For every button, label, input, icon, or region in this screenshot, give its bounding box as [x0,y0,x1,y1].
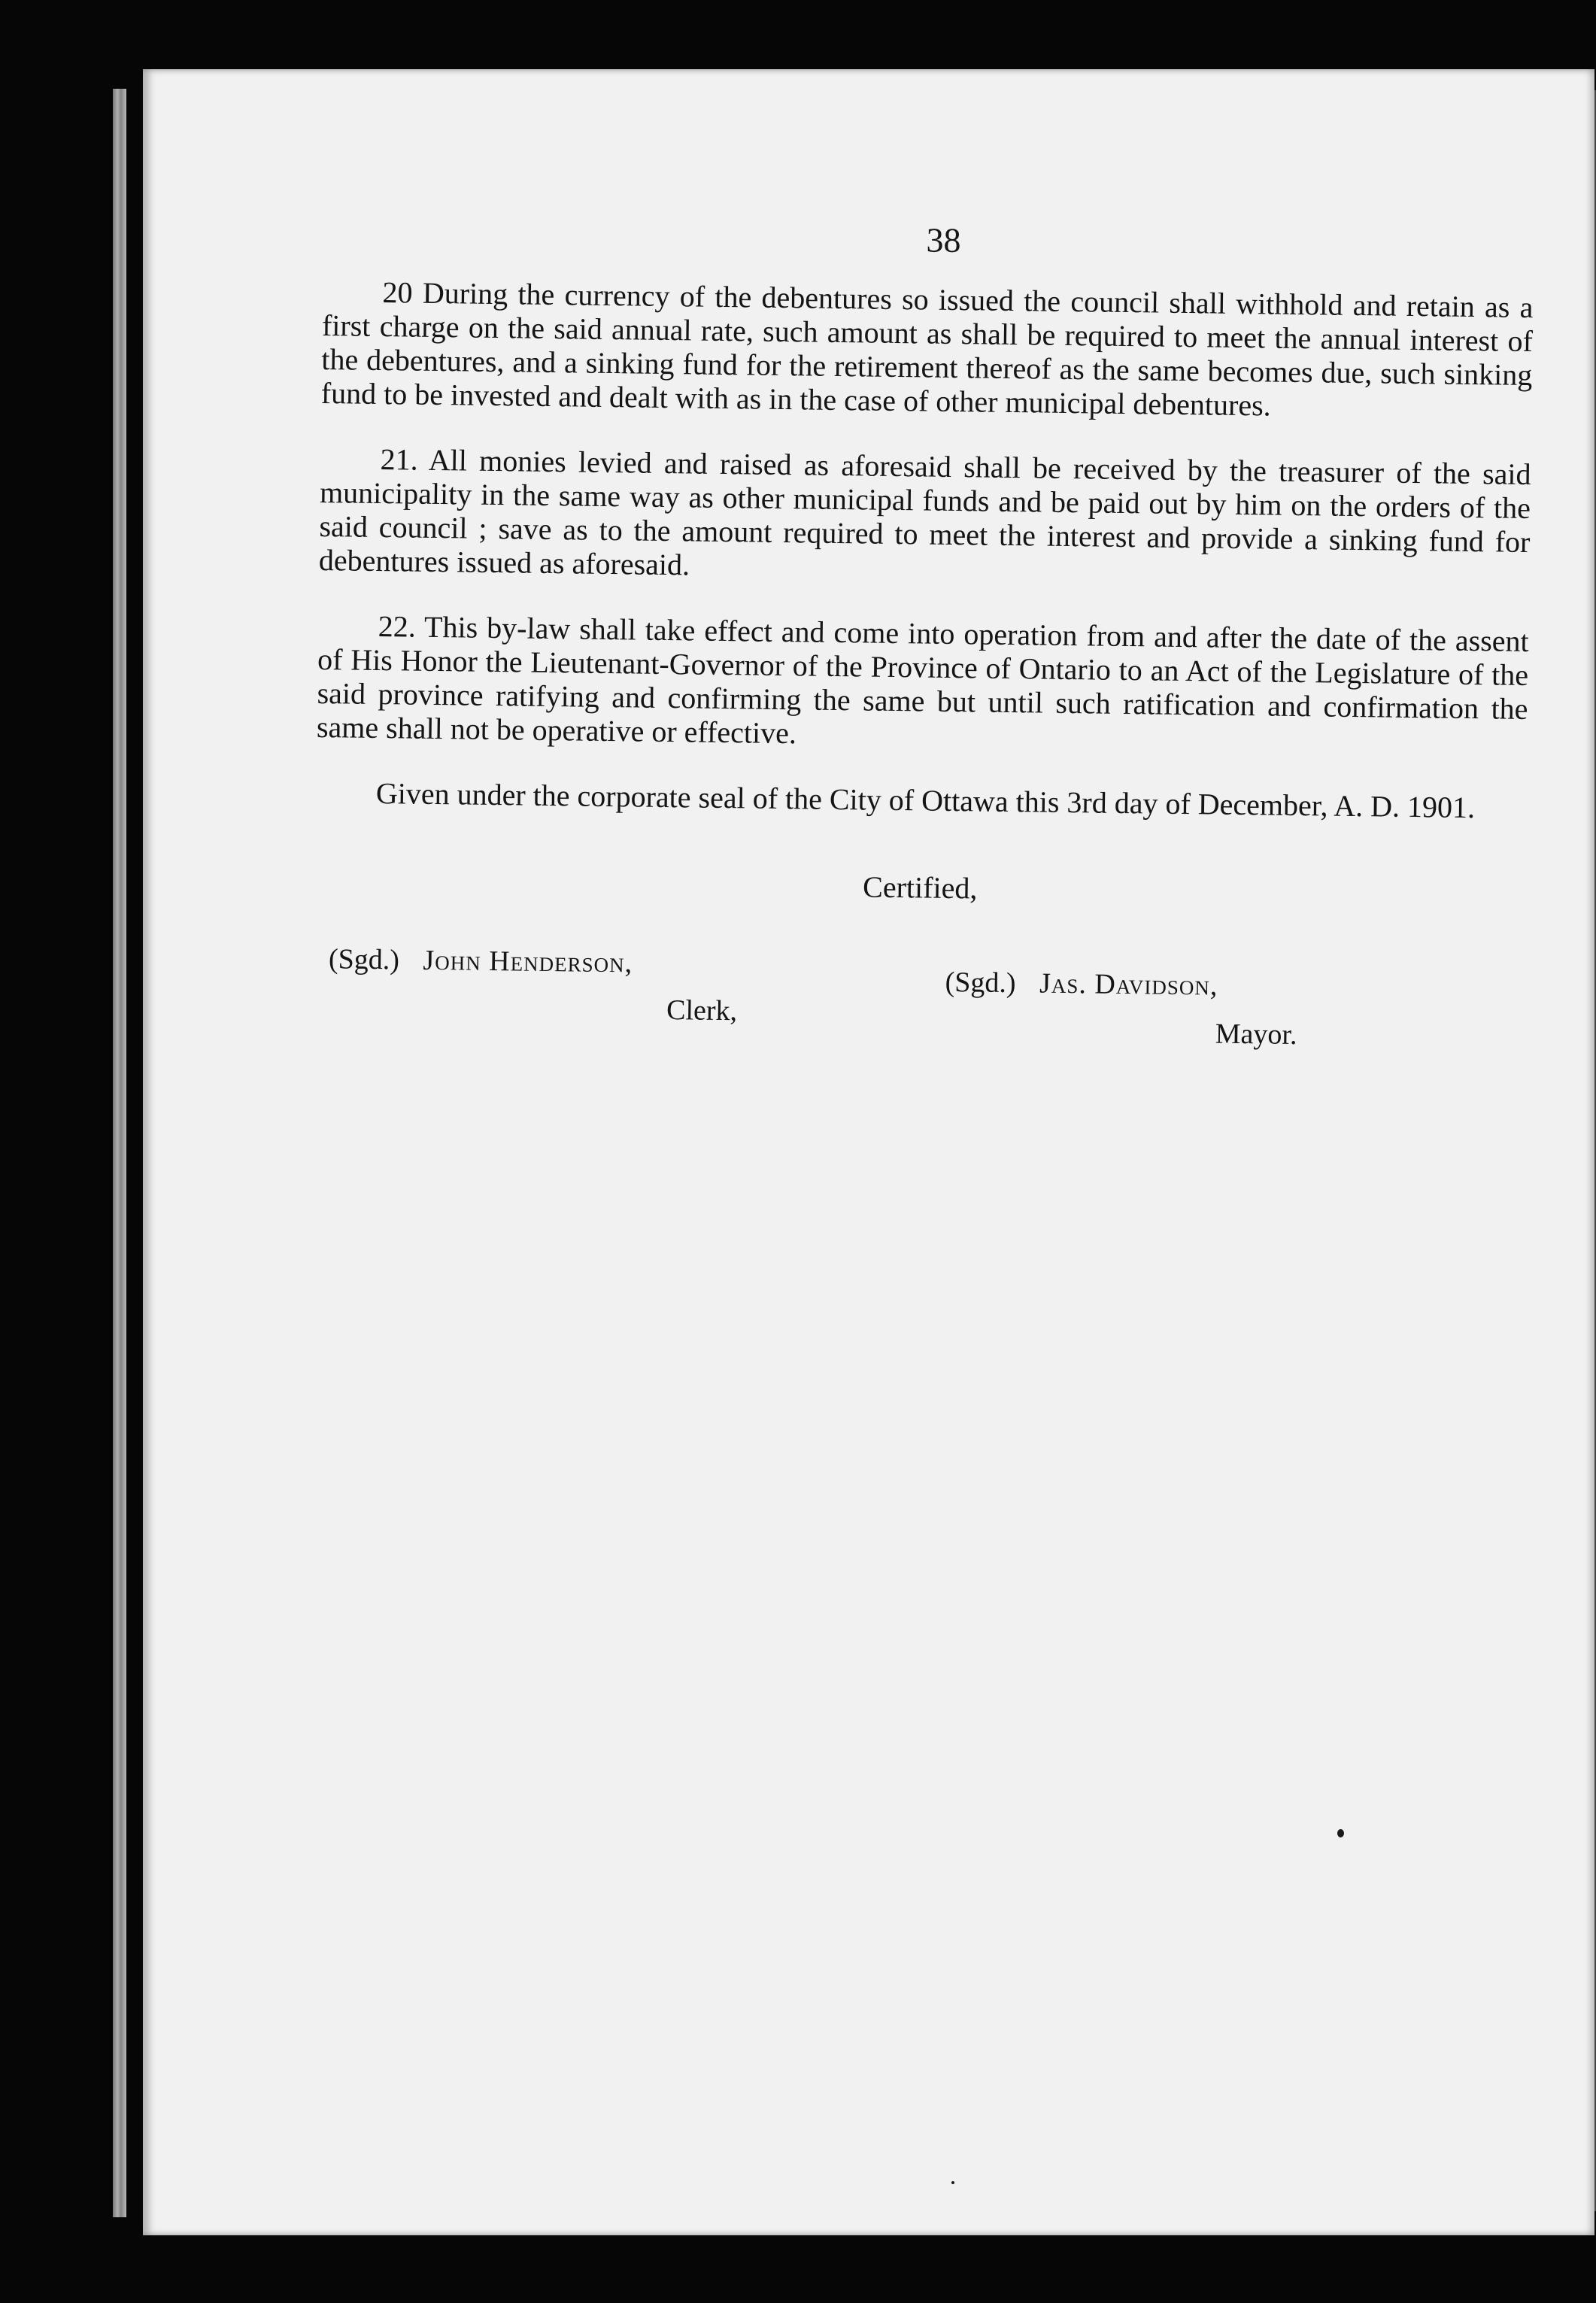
mayor-name: Jas. Davidson, [1039,967,1218,1002]
given-under-seal: Given under the corporate seal of the City of Ottawa this 3rd day of December, A. D. 1901. [375,775,1476,825]
paragraph-21: 21. All monies levied and raised as aforesaid shall be received by the treasurer of the said municipality in the same way as other municipal funds and be paid out by him on the orders of the said council ; save as to the amount required to meet the interest and provide a sinking fund for debentures issued as aforesaid. [318,442,1531,582]
page-content [312,212,1534,1071]
certified-label: Certified, [862,869,978,906]
signature-clerk [329,942,633,979]
paragraph-22: 22. This by-law shall take effect and come into operation from and after the date of the assent of His Honor the Lieutenant-Governor of the Province of Ontario to an Act of the Legislature of the said province ratifying and confirming the same but until such ratification and confirmation the same shall not be operative or effective. [316,609,1529,751]
mayor-title: Mayor. [1215,1018,1297,1051]
scan-speck [951,2181,954,2184]
clerk-title: Clerk, [666,994,738,1027]
paragraph-20: 20 During the currency of the debentures so issued the council shall withhold and retain as a first charge on the said annual rate, such amount as shall be required to meet the annual interest of the debentures, and a sinking fund for the retirement thereof as the same becomes due, such sinking fund to be invested and dealt with as in the case of other municipal debentures. [320,275,1534,423]
signed-prefix: (Sgd.) [328,943,400,976]
page-number: 38 [926,220,961,260]
scan-speck [1337,1829,1344,1837]
document-page [143,69,1594,2235]
signature-block [312,942,1525,1071]
scan-page-edges [113,89,126,2217]
signed-prefix: (Sgd.) [945,966,1016,1000]
signature-mayor [945,966,1218,1003]
clerk-name: John Henderson, [423,944,633,979]
